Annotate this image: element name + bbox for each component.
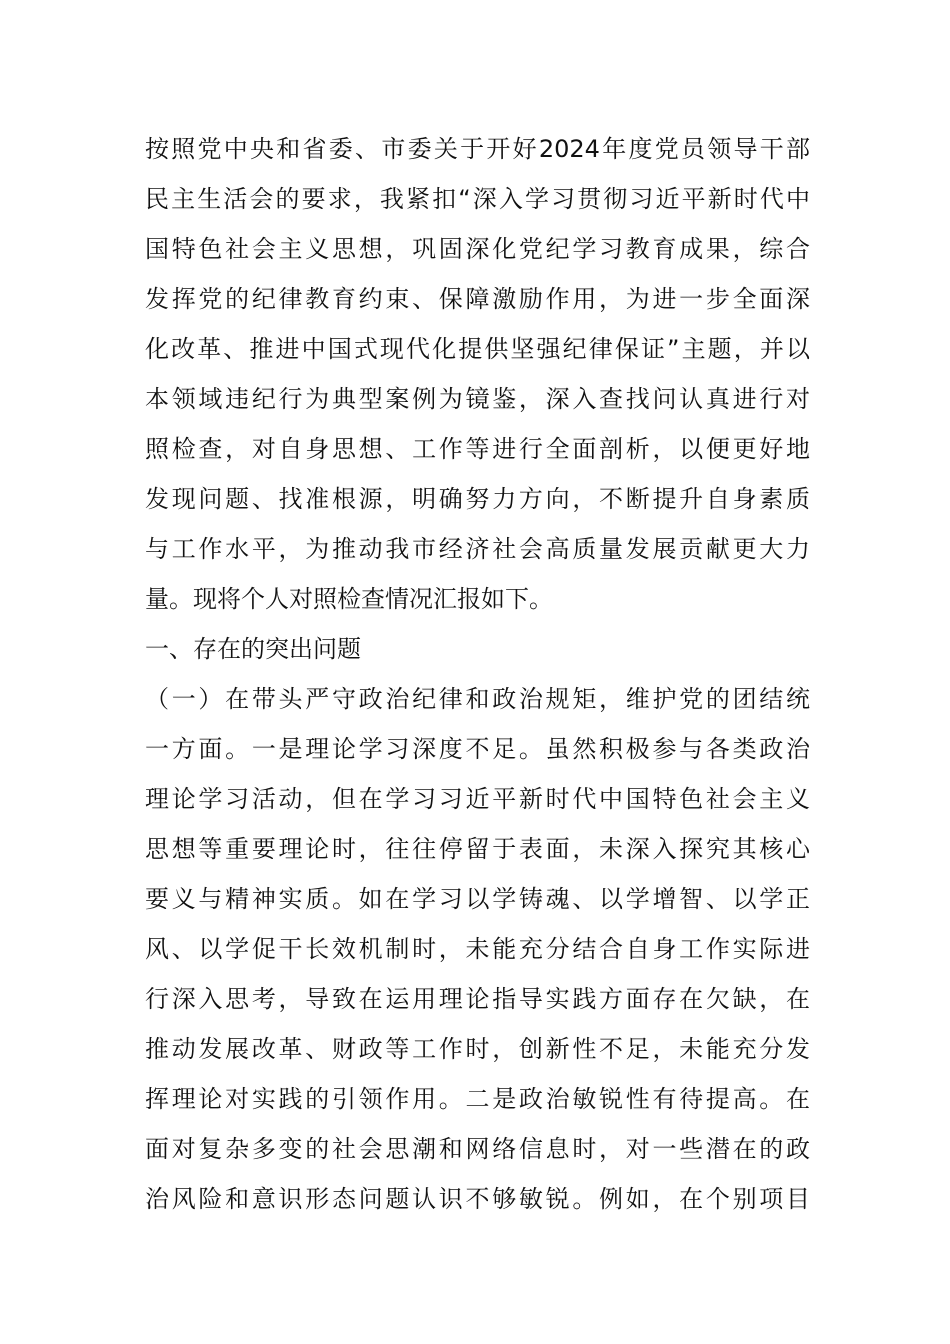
text-line-16: 要义与精神实质。如在学习以学铸魂、以学增智、以学正 xyxy=(145,885,810,913)
text-line-21: 面对复杂多变的社会思潮和网络信息时，对一些潜在的政 xyxy=(145,1135,810,1163)
text-line-5: 化改革、推进中国式现代化提供坚强纪律保证”主题，并以 xyxy=(145,335,810,363)
text-line-8: 发现问题、找准根源，明确努力方向，不断提升自身素质 xyxy=(145,485,810,513)
text-line-9: 与工作水平，为推动我市经济社会高质量发展贡献更大力 xyxy=(145,535,810,563)
text-line-20: 挥理论对实践的引领作用。二是政治敏锐性有待提高。在 xyxy=(145,1085,810,1113)
text-line-6: 本领域违纪行为典型案例为镜鉴，深入查找问认真进行对 xyxy=(145,385,810,413)
text-line-1: 按照党中央和省委、市委关于开好2024年度党员领导干部 xyxy=(145,135,810,163)
text-line-15: 思想等重要理论时，往往停留于表面，未深入探究其核心 xyxy=(145,835,810,863)
text-line-7: 照检查，对自身思想、工作等进行全面剖析，以便更好地 xyxy=(145,435,810,463)
text-line-18: 行深入思考，导致在运用理论指导实践方面存在欠缺，在 xyxy=(145,985,810,1013)
text-line-22: 治风险和意识形态问题认识不够敏锐。例如，在个别项目 xyxy=(145,1185,810,1213)
text-line-17: 风、以学促干长效机制时，未能充分结合自身工作实际进 xyxy=(145,935,810,963)
text-line-10: 量。现将个人对照检查情况汇报如下。 xyxy=(145,585,553,613)
document-body xyxy=(145,124,810,1224)
section-heading: 一、存在的突出问题 xyxy=(145,635,361,663)
text-line-4: 发挥党的纪律教育约束、保障激励作用，为进一步全面深 xyxy=(145,285,810,313)
text-line-13: 一方面。一是理论学习深度不足。虽然积极参与各类政治 xyxy=(145,735,810,763)
text-line-3: 国特色社会主义思想，巩固深化党纪学习教育成果，综合 xyxy=(145,235,810,263)
text-line-12: （一）在带头严守政治纪律和政治规矩，维护党的团结统 xyxy=(145,685,810,713)
text-line-19: 推动发展改革、财政等工作时，创新性不足，未能充分发 xyxy=(145,1035,810,1063)
text-line-2: 民主生活会的要求，我紧扣“深入学习贯彻习近平新时代中 xyxy=(145,185,810,213)
text-line-14: 理论学习活动，但在学习习近平新时代中国特色社会主义 xyxy=(145,785,810,813)
